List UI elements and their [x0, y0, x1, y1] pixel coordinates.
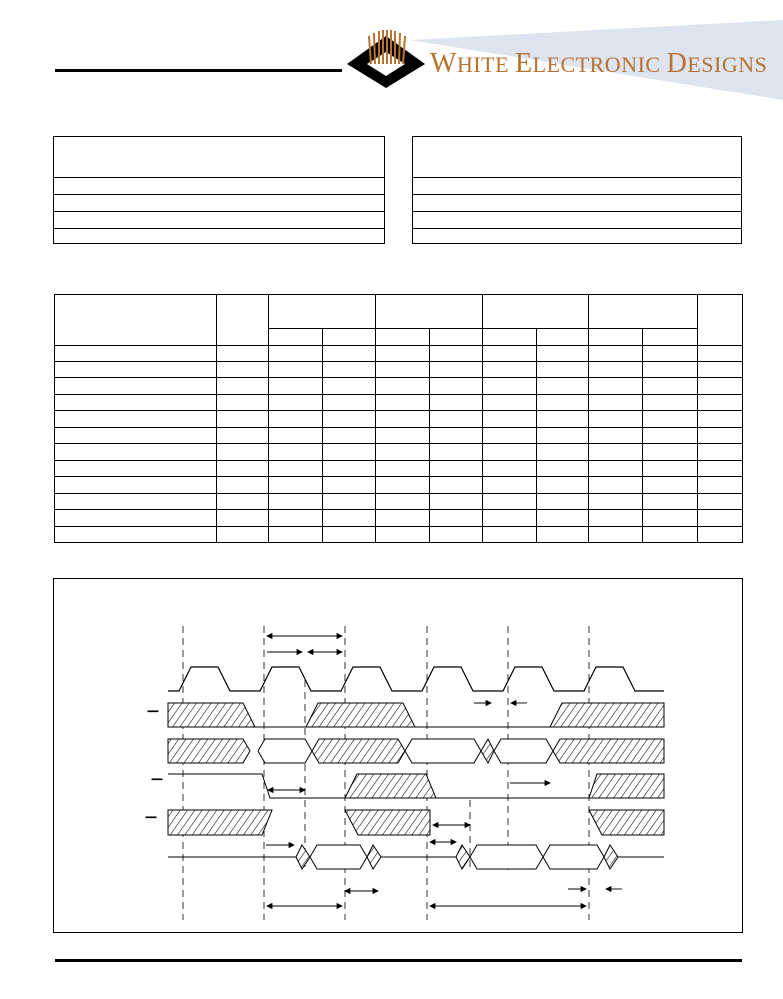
svg-text:—: — — [146, 812, 156, 823]
svg-text:—: — — [148, 706, 158, 717]
footer-rule — [55, 959, 742, 962]
reference-lines — [183, 626, 589, 920]
data-bus-a-waveform — [168, 739, 664, 763]
svg-text:—: — — [152, 774, 162, 785]
signal-c-waveform — [146, 810, 664, 835]
brand-name: WHITE ELECTRONIC DESIGNS — [430, 48, 768, 79]
signal-b-waveform — [152, 774, 664, 798]
signal-a-waveform — [148, 703, 664, 727]
clock-waveform — [168, 667, 664, 691]
data-bus-b-waveform — [168, 845, 664, 869]
